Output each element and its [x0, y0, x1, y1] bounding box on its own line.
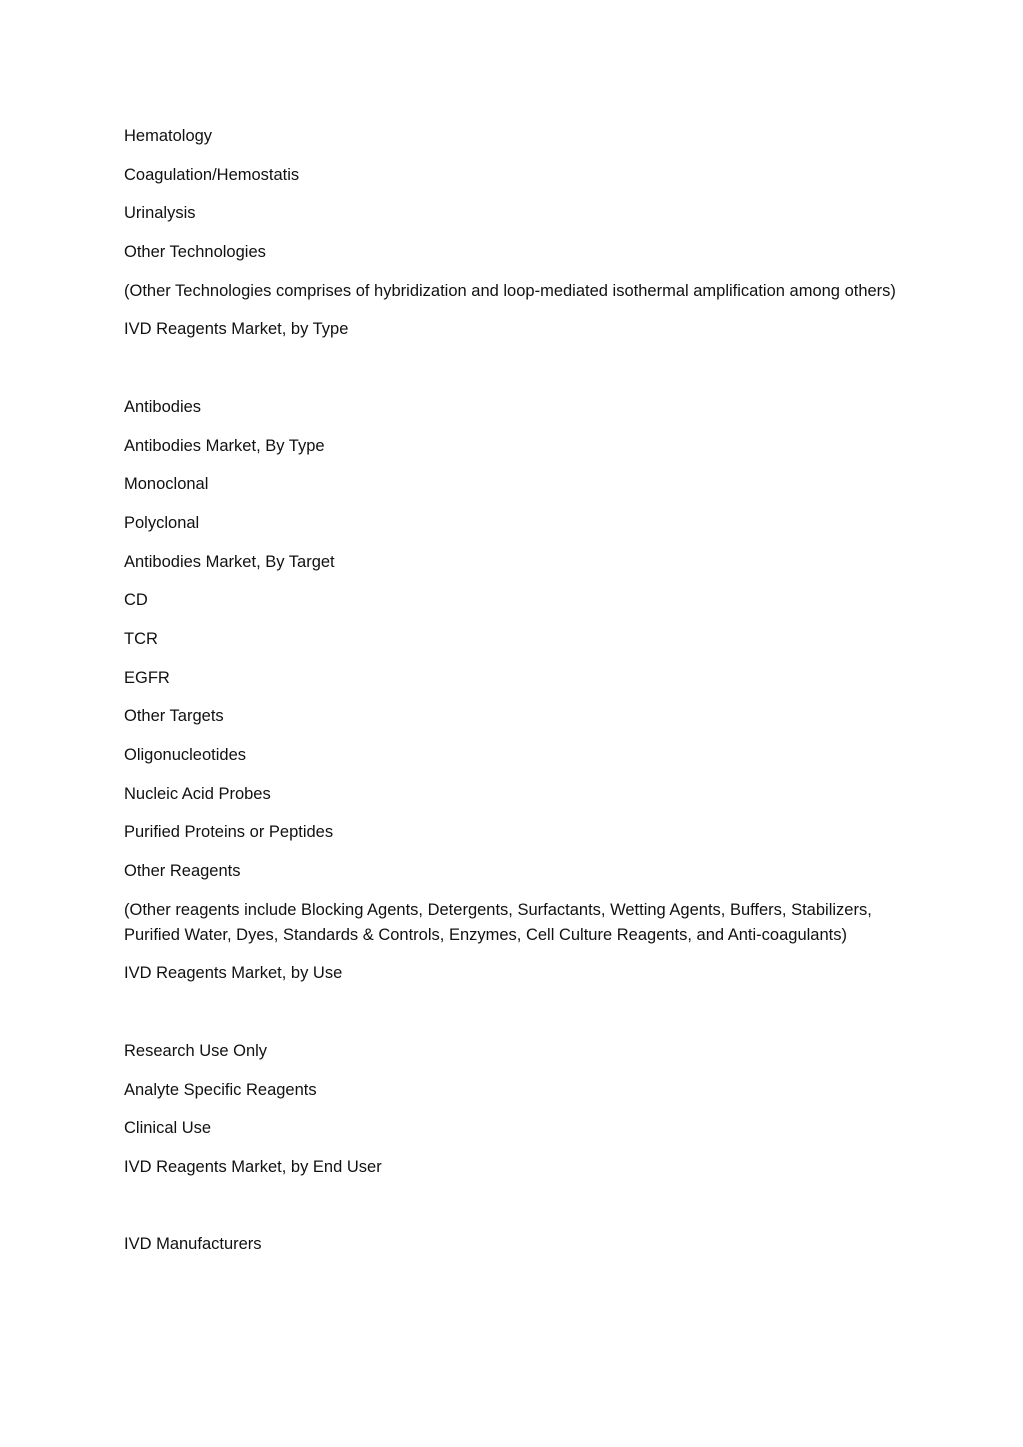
list-item-hematology: Hematology [124, 127, 213, 145]
list-item-ivd-manufacturers: IVD Manufacturers [124, 1235, 262, 1254]
list-item-polyclonal: Polyclonal [124, 513, 200, 532]
subheading-antibodies-by-type: Antibodies Market, By Type [124, 436, 325, 455]
subheading-antibodies-by-target: Antibodies Market, By Target [124, 552, 335, 571]
list-item-other-reagents: Other Reagents [124, 862, 241, 881]
section-heading-by-type: IVD Reagents Market, by Type [124, 320, 349, 339]
list-item-oligonucleotides: Oligonucleotides [124, 746, 246, 764]
blank-line [124, 1194, 899, 1233]
note-other-reagents: (Other reagents include Blocking Agents, Detergents, Surfactants, Wetting Agents, Buffers, Stabilizers, Purified Water, Dyes, Standards & Controls, Enzymes, Cell Culture Reagents, and Anti-coagulants) [124, 900, 872, 944]
list-item-egfr: EGFR [124, 668, 170, 687]
list-item-other-targets: Other Targets [124, 707, 224, 726]
list-item-analyte-specific-reagents: Analyte Specific Reagents [124, 1080, 317, 1099]
list-item-urinalysis: Urinalysis [124, 204, 196, 223]
document-body [124, 124, 899, 1271]
list-item-tcr: TCR [124, 629, 158, 648]
list-item-purified-proteins: Purified Proteins or Peptides [124, 823, 334, 842]
list-item-other-technologies: Other Technologies [124, 243, 266, 262]
list-item-coagulation: Coagulation/Hemostatis [124, 165, 300, 184]
list-item-cd: CD [124, 591, 148, 610]
note-other-technologies: (Other Technologies comprises of hybridization and loop-mediated isothermal amplification among others) [124, 281, 896, 300]
list-item-antibodies: Antibodies [124, 397, 202, 416]
section-heading-by-use: IVD Reagents Market, by Use [124, 964, 343, 983]
list-item-monoclonal: Monoclonal [124, 475, 209, 494]
blank-line [124, 1000, 899, 1039]
section-heading-by-end-user: IVD Reagents Market, by End User [124, 1157, 382, 1176]
blank-line [124, 356, 899, 395]
list-item-clinical-use: Clinical Use [124, 1119, 212, 1138]
list-item-nucleic-acid-probes: Nucleic Acid Probes [124, 784, 271, 803]
list-item-research-use-only: Research Use Only [124, 1041, 268, 1060]
